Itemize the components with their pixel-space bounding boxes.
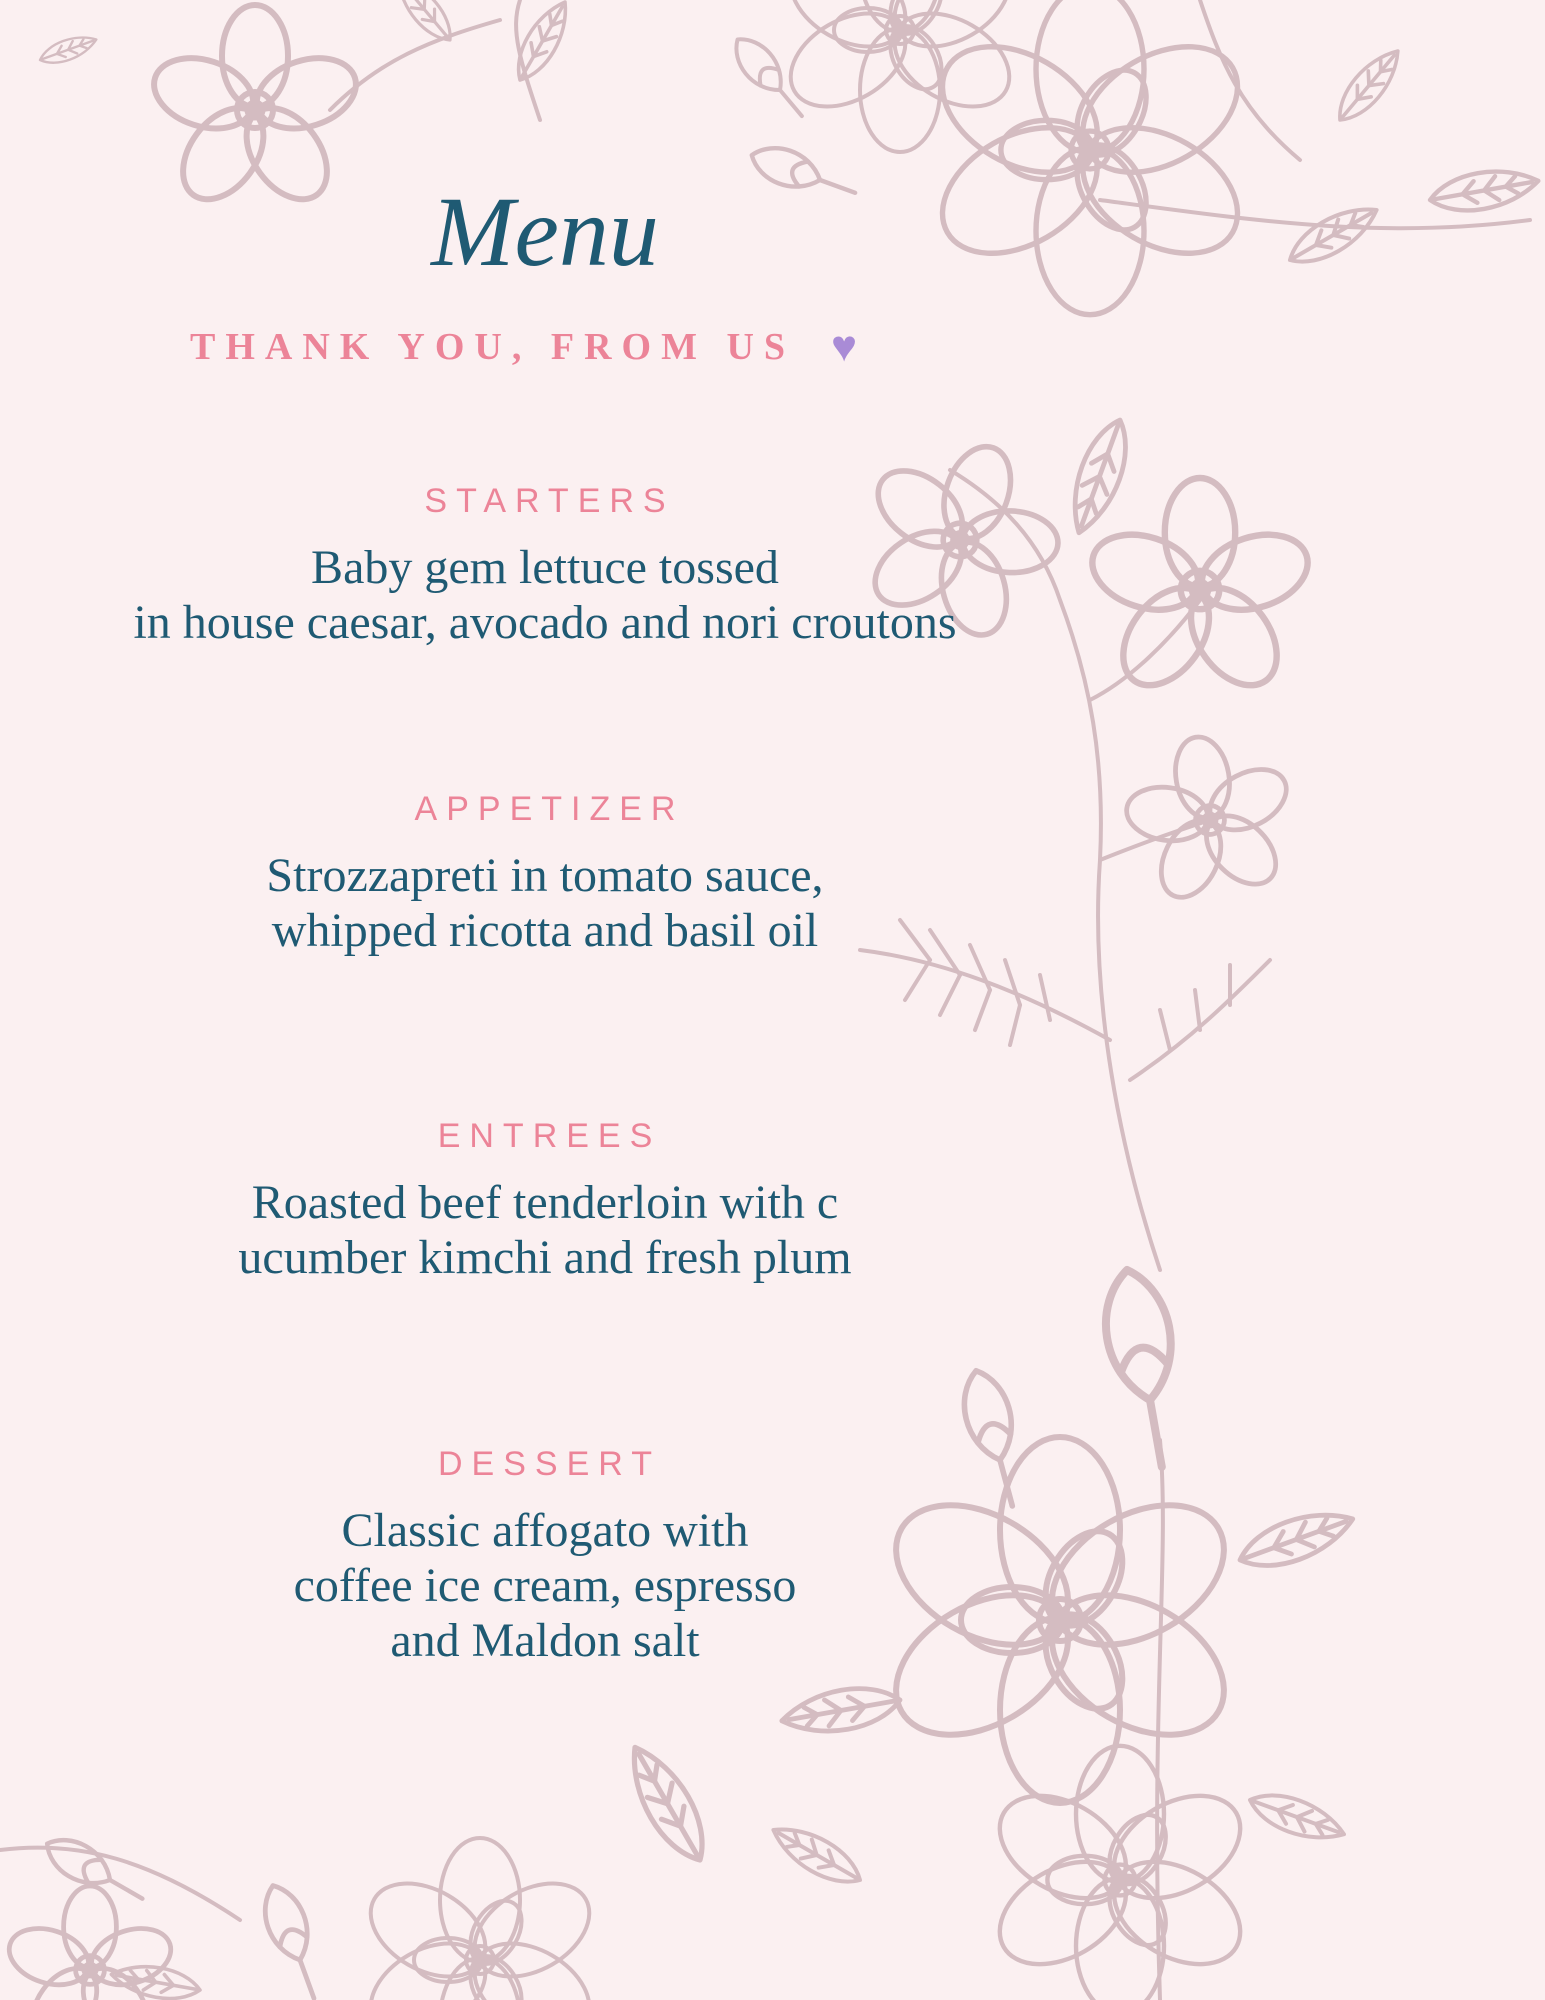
- section-entrees: [0, 1119, 1090, 1285]
- section-dessert: [0, 1447, 1090, 1668]
- section-label: DESSERT: [438, 1445, 661, 1483]
- description-line: and Maldon salt: [390, 1614, 700, 1667]
- section-description: [0, 540, 1090, 650]
- section-description: [0, 1503, 1090, 1668]
- section-label: APPETIZER: [414, 790, 685, 828]
- description-line: Strozzapreti in tomato sauce,: [266, 849, 824, 902]
- section-description: [0, 1175, 1090, 1285]
- section-label: ENTREES: [437, 1117, 662, 1155]
- heart-icon: ♥: [831, 322, 858, 371]
- description-line: whipped ricotta and basil oil: [271, 904, 819, 957]
- section-starters: [0, 484, 1090, 650]
- description-line: Classic affogato with: [341, 1504, 749, 1557]
- section-appetizer: [0, 792, 1090, 958]
- menu-title: Menu: [431, 176, 659, 287]
- description-line: Roasted beef tenderloin with c: [251, 1176, 839, 1229]
- section-description: [0, 848, 1090, 958]
- description-line: ucumber kimchi and fresh plum: [238, 1231, 852, 1284]
- subtitle-row: [190, 322, 857, 372]
- description-line: Baby gem lettuce tossed: [311, 541, 779, 594]
- description-line: in house caesar, avocado and nori croutons: [133, 596, 957, 649]
- section-label: STARTERS: [424, 482, 675, 520]
- description-line: coffee ice cream, espresso: [293, 1559, 797, 1612]
- subtitle: THANK YOU, FROM US: [190, 326, 796, 368]
